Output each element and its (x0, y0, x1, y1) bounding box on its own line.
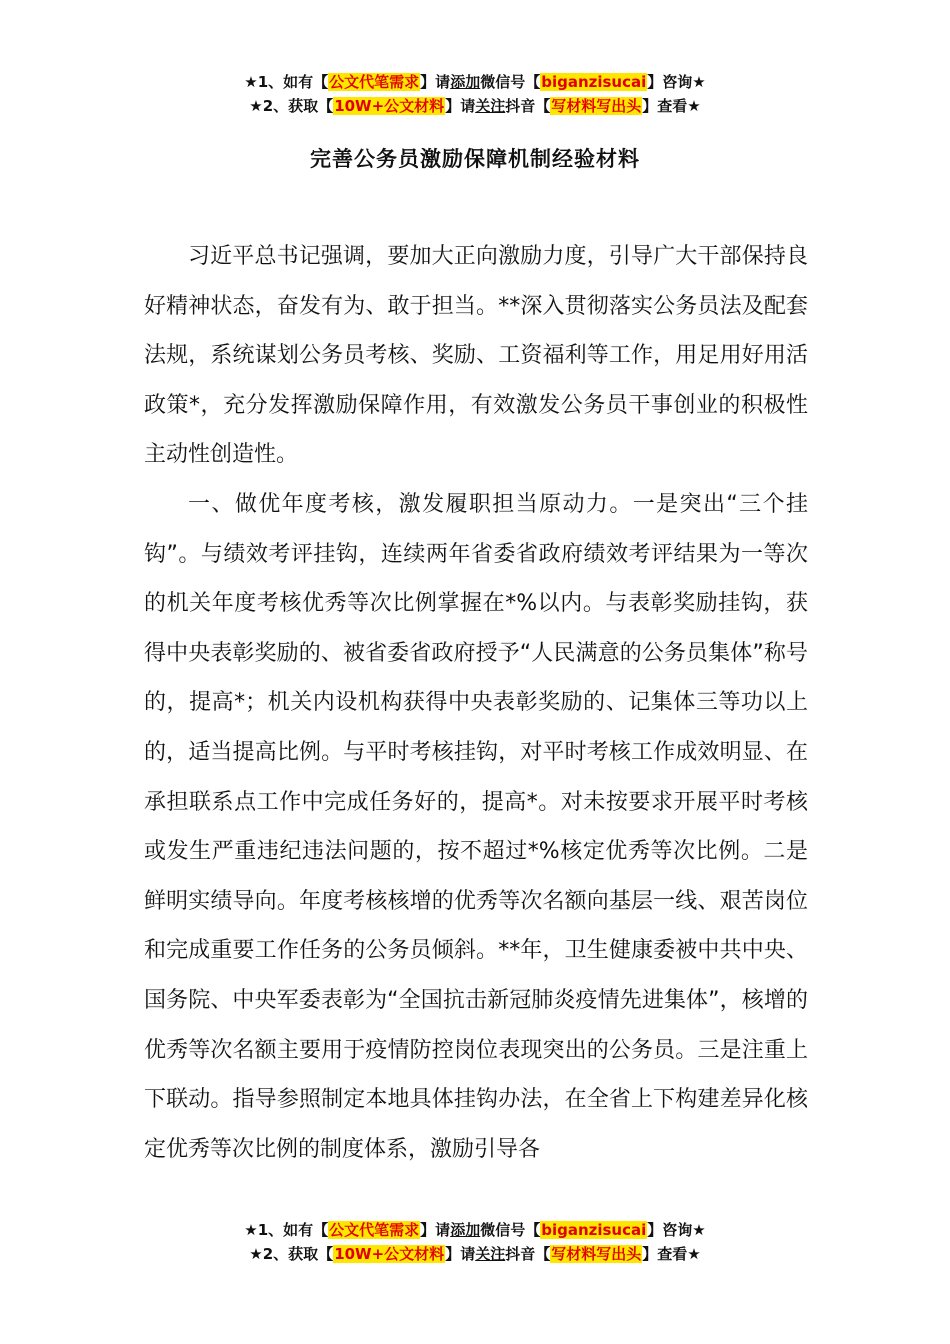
promo-text: 】咨询★ (647, 1221, 706, 1239)
promo-text: 】请 (420, 73, 451, 91)
paragraph-intro: 习近平总书记强调，要加大正向激励力度，引导广大干部保持良好精神状态，奋发有为、敢于担当。**深入贯彻落实公务员法及配套法规，系统谋划公务员考核、奖励、工资福利等工作，用足用好用活政策*，充分发挥激励保障作用，有效激发公务员干事创业的积极性主动性创造性。 (144, 244, 808, 468)
promo-douyin-id: 写材料写出头 (551, 1245, 642, 1263)
promo-highlight: 公文代笔需求 (329, 1221, 420, 1239)
promo-underlined: 关注 (475, 97, 506, 115)
promo-text: 抖音【 (505, 97, 551, 115)
promo-wechat-id: biganzisucai (541, 1221, 647, 1239)
promo-wechat-id: biganzisucai (541, 73, 647, 91)
promo-underlined: 关注 (475, 1245, 506, 1263)
promo-highlight: 10W+公文材料 (334, 97, 445, 115)
footer-promo-banner (0, 1218, 950, 1266)
promo-line-2 (0, 94, 950, 118)
paragraph-section-1: 一、做优年度考核，激发履职担当原动力。一是突出“三个挂钩”。与绩效考评挂钩，连续两年省委省政府绩效考评结果为一等次的机关年度考核优秀等次比例掌握在*%以内。与表彰奖励挂钩，获得中央表彰奖励的、被省委省政府授予“人民满意的公务员集体”称号的，提高*；机关内设机构获得中央表彰奖励的、记集体三等功以上的，适当提高比例。与平时考核挂钩，对平时考核工作成效明显、在承担联系点工作中完成任务好的，提高*。对未按要求开展平时考核或发生严重违纪违法问题的，按不超过*%核定优秀等次比例。二是鲜明实绩导向。年度考核核增的优秀等次名额向基层一线、艰苦岗位和完成重要工作任务的公务员倾斜。**年，卫生健康委被中共中央、国务院、中央军委表彰为“全国抗击新冠肺炎疫情先进集体”，核增的优秀等次名额主要用于疫情防控岗位表现突出的公务员。三是注重上下联动。指导参照制定本地具体挂钩办法，在全省上下构建差异化核定优秀等次比例的制度体系，激励引导各 (144, 491, 808, 1162)
promo-text: 抖音【 (505, 1245, 551, 1263)
promo-highlight: 公文代笔需求 (329, 73, 420, 91)
promo-text: ★2、获取【 (249, 97, 334, 115)
promo-text: ★1、如有【 (244, 1221, 329, 1239)
promo-line-1 (0, 1218, 950, 1242)
promo-douyin-id: 写材料写出头 (551, 97, 642, 115)
promo-text: 微信号【 (480, 73, 541, 91)
promo-text: 】请 (445, 1245, 476, 1263)
promo-line-2 (0, 1242, 950, 1266)
promo-text: 】查看★ (642, 97, 701, 115)
promo-text: 】查看★ (642, 1245, 701, 1263)
promo-text: 微信号【 (480, 1221, 541, 1239)
document-title: 完善公务员激励保障机制经验材料 (310, 147, 640, 171)
promo-text: 】咨询★ (647, 73, 706, 91)
promo-text: ★2、获取【 (249, 1245, 334, 1263)
promo-text: ★1、如有【 (244, 73, 329, 91)
header-promo-banner (0, 70, 950, 118)
promo-underlined: 添加 (450, 73, 481, 91)
document-body (144, 232, 808, 1174)
promo-highlight: 10W+公文材料 (334, 1245, 445, 1263)
promo-text: 】请 (445, 97, 476, 115)
promo-underlined: 添加 (450, 1221, 481, 1239)
promo-text: 】请 (420, 1221, 451, 1239)
promo-line-1 (0, 70, 950, 94)
